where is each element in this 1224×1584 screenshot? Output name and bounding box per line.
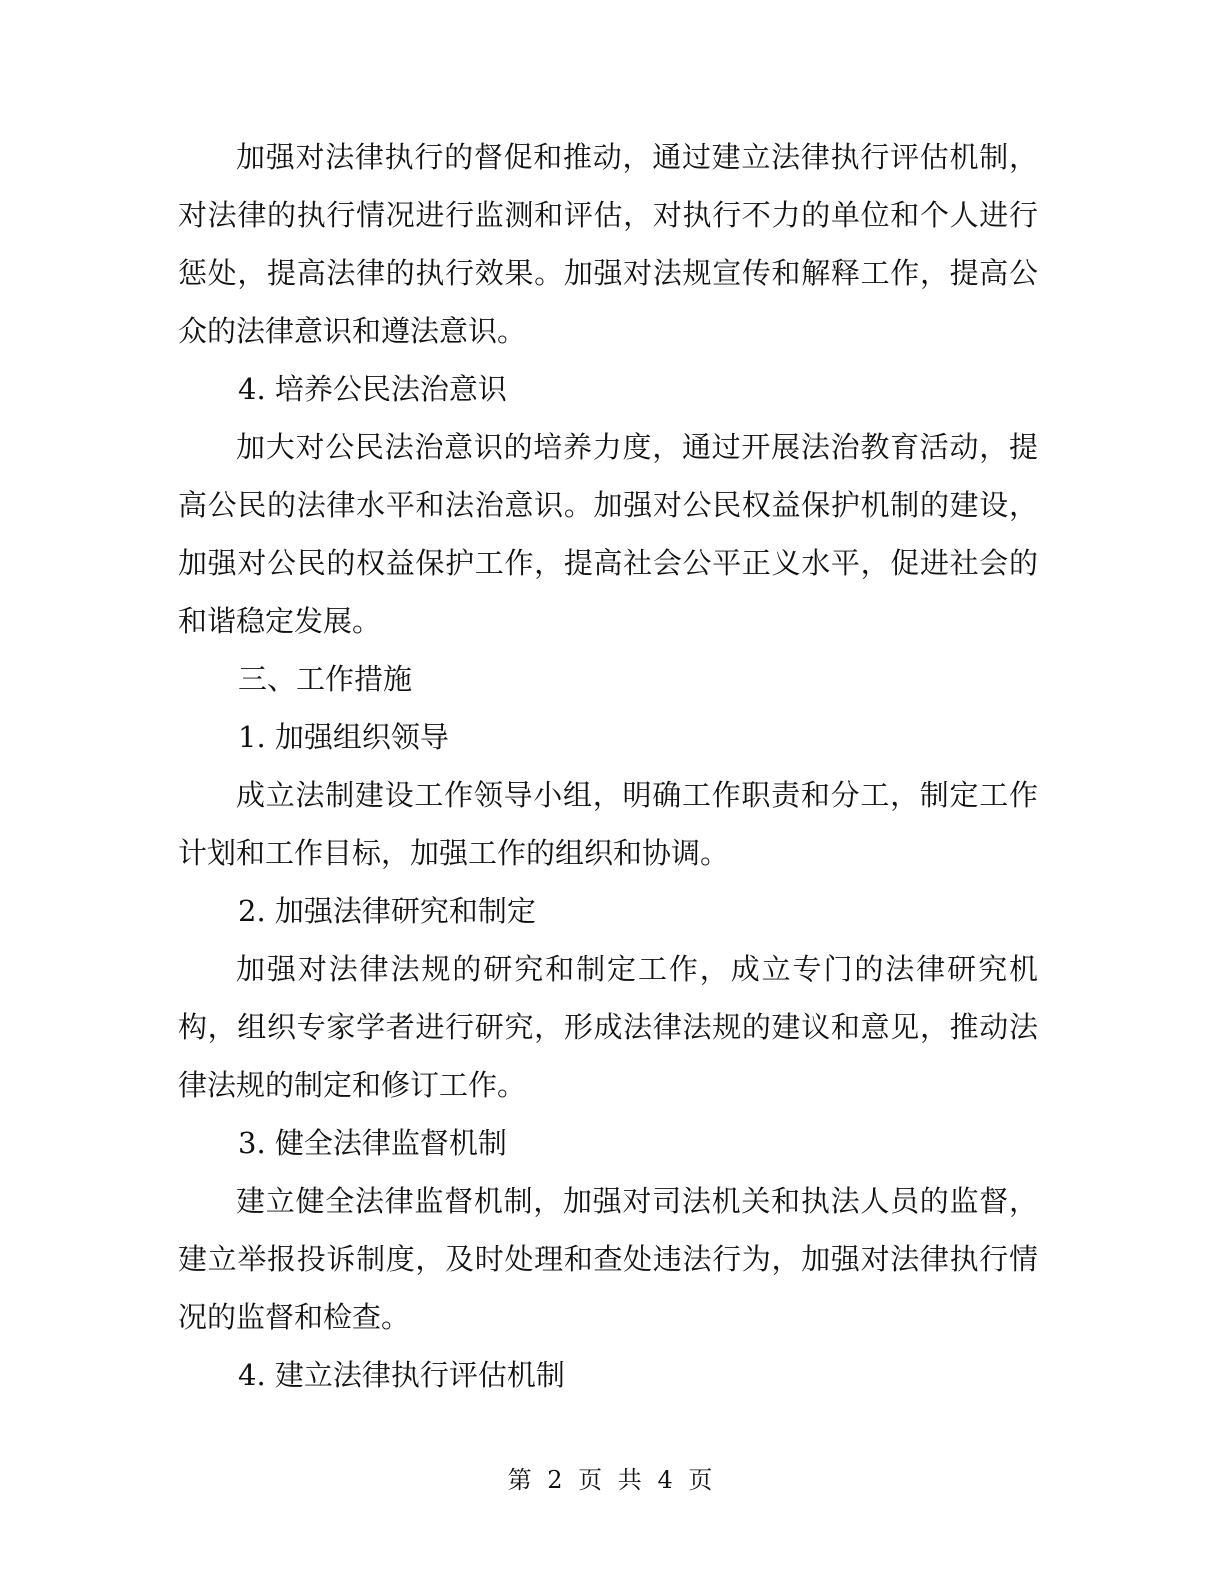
paragraph-law-enforcement: 加强对法律执行的督促和推动，通过建立法律执行评估机制，对法律的执行情况进行监测和评估，对执行不力的单位和个人进行惩处，提高法律的执行效果。加强对法规宣传和解释工作，提高公众的法律意识和遵法意识。 xyxy=(178,140,1038,348)
page-number: 第 2 页 共 4 页 xyxy=(507,1466,717,1494)
paragraph-civic-awareness: 加大对公民法治意识的培养力度，通过开展法治教育活动，提高公民的法律水平和法治意识。加强对公民权益保护机制的建设，加强对公民的权益保护工作，提高社会公平正义水平，促进社会的和谐稳定发展。 xyxy=(178,430,1038,638)
paragraph-organization-leadership: 成立法制建设工作领导小组，明确工作职责和分工，制定工作计划和工作目标，加强工作的组织和协调。 xyxy=(178,778,1038,870)
heading-evaluation-mechanism: 4. 建立法律执行评估机制 xyxy=(238,1358,565,1392)
paragraph-supervision-mechanism: 建立健全法律监督机制，加强对司法机关和执法人员的监督，建立举报投诉制度，及时处理和查处违法行为，加强对法律执行情况的监督和检查。 xyxy=(178,1184,1038,1334)
heading-law-research: 2. 加强法律研究和制定 xyxy=(238,894,536,928)
heading-civic-awareness: 4. 培养公民法治意识 xyxy=(238,372,507,406)
document-body xyxy=(178,128,1038,1404)
heading-organization-leadership: 1. 加强组织领导 xyxy=(238,720,449,754)
heading-supervision-mechanism: 3. 健全法律监督机制 xyxy=(238,1126,507,1160)
heading-work-measures: 三、工作措施 xyxy=(238,662,413,696)
paragraph-law-research: 加强对法律法规的研究和制定工作，成立专门的法律研究机构，组织专家学者进行研究，形成法律法规的建议和意见，推动法律法规的制定和修订工作。 xyxy=(178,952,1038,1102)
